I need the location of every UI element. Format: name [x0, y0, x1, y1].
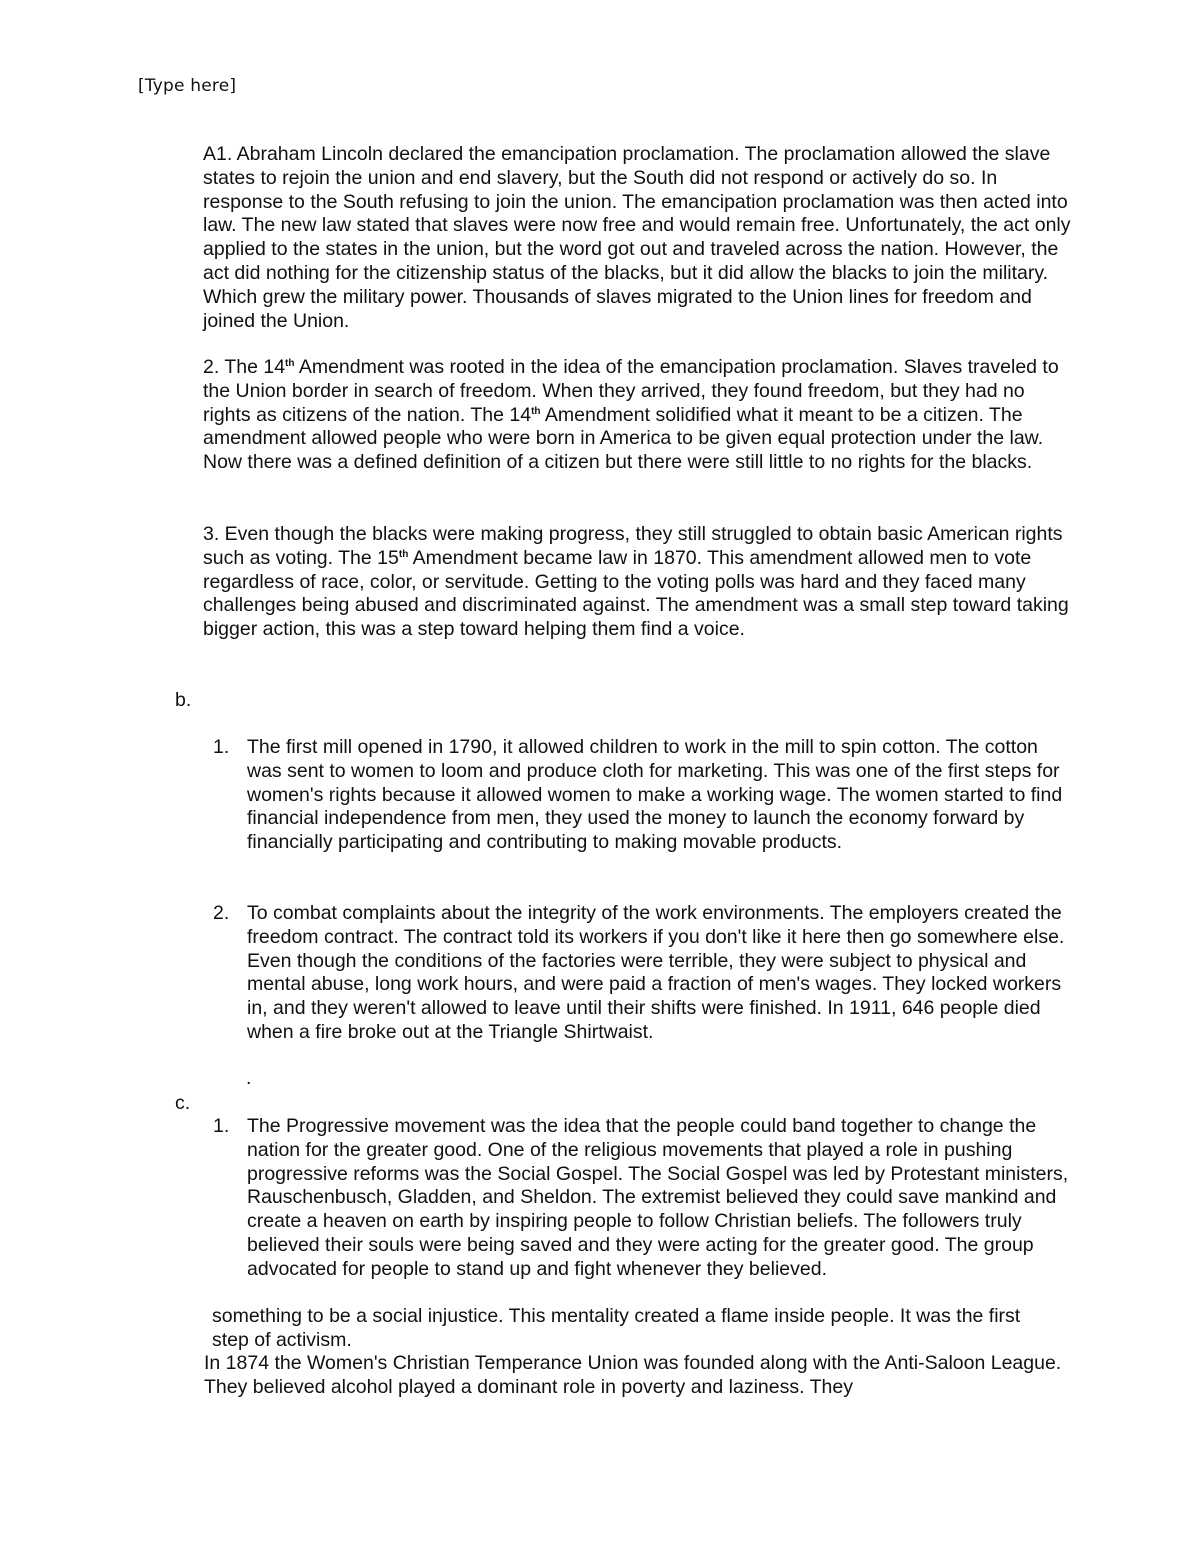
list-item: [213, 1115, 1083, 1282]
paragraph-a2-text-1: 2. The 14: [203, 356, 286, 378]
paragraph-a2-text-2: Amendment was rooted in the idea of the emancipation proclamation. Slaves traveled to the Union border in search of freedom. When they arrived, they found freedom, but they had no rights as citizens of the nation. The 14: [203, 356, 1059, 426]
list-item-number: 2.: [213, 902, 230, 924]
continuation-paragraph: something to be a social injustice. This mentality created a flame inside people. It was the first step of activism.: [212, 1305, 1021, 1351]
list-item-number: 1.: [213, 736, 230, 758]
paragraph-a3: [203, 523, 1073, 642]
list-item: [213, 736, 1083, 855]
paragraph-a3-text-1: 3. Even though the blacks were making progress, they still struggled to obtain basic American rights such as voting. The 15: [203, 523, 1063, 569]
list-item-text: To combat complaints about the integrity of the work environments. The employers created the freedom contract. The contract told its workers if you don't like it here then go somewhere else. Even though the conditions of the factories were terrible, they were subject to physical and mental abuse, long work hours, and were paid a fraction of men's wages. They locked workers in, and they weren't allowed to leave until their shifts were finished. In 1911, 646 people died when a fire broke out at the Triangle Shirtwaist.: [247, 902, 1065, 1043]
last-paragraph: In 1874 the Women's Christian Temperance Union was founded along with the Anti-Saloon League. They believed alcohol played a dominant role in poverty and laziness. They: [204, 1352, 1062, 1398]
section-c-letter: c.: [175, 1092, 191, 1114]
list-item-number: 1.: [213, 1115, 230, 1137]
paragraph-a3-text-2: Amendment became law in 1870. This amendment allowed men to vote regardless of race, color, or servitude. Getting to the voting polls was hard and they faced many challenges being abused and discriminated against. The amendment was a small step toward taking bigger action, this was a step toward helping them find a voice.: [203, 546, 1069, 641]
trailing-dot: .: [246, 1067, 252, 1089]
paragraph-a1: A1. Abraham Lincoln declared the emancipation proclamation. The proclamation allowed the slave states to rejoin the union and end slavery, but the South did not respond or actively do so. In response to the South refusing to join the union. The emancipation proclamation was then acted into law. The new law stated that slaves were now free and would remain free. Unfortunately, the act only applied to the states in the union, but the word got out and traveled across the nation. However, the act did nothing for the citizenship status of the blacks, but it did allow the blacks to join the military. Which grew the military power. Thousands of slaves migrated to the Union lines for freedom and joined the Union.: [203, 143, 1071, 332]
header-placeholder[interactable]: [Type here]: [138, 76, 237, 96]
superscript-th: th: [398, 548, 409, 560]
superscript-th: th: [285, 358, 295, 369]
section-b-letter: b.: [175, 689, 192, 711]
list-item-text: The first mill opened in 1790, it allowed children to work in the mill to spin cotton. The cotton was sent to women to loom and produce cloth for marketing. This was one of the first steps for women's rights because it allowed women to make a working wage. The women started to find financial independence from men, they used the money to launch the economy forward by financially participating and contributing to making movable products.: [247, 736, 1063, 854]
list-item: [213, 902, 1083, 1045]
paragraph-a2: [203, 356, 1073, 475]
superscript-th: th: [531, 405, 541, 417]
list-item-text: The Progressive movement was the idea that the people could band together to change the nation for the greater good. One of the religious movements that played a role in pushing progressive reforms was the Social Gospel. The Social Gospel was led by Protestant ministers, Rauschenbusch, Gladden, and Sheldon. The extremist believed they could save mankind and create a heaven on earth by inspiring people to follow Christian beliefs. The followers truly believed their souls were being saved and they were acting for the greater good. The group advocated for people to stand up and fight whenever they believed.: [247, 1115, 1069, 1280]
paragraph-a2-text-3: Amendment solidified what it meant to be a citizen. The amendment allowed people who were born in America to be given equal protection under the law. Now there was a defined definition of a citizen but there were still little to no rights for the blacks.: [203, 403, 1044, 474]
